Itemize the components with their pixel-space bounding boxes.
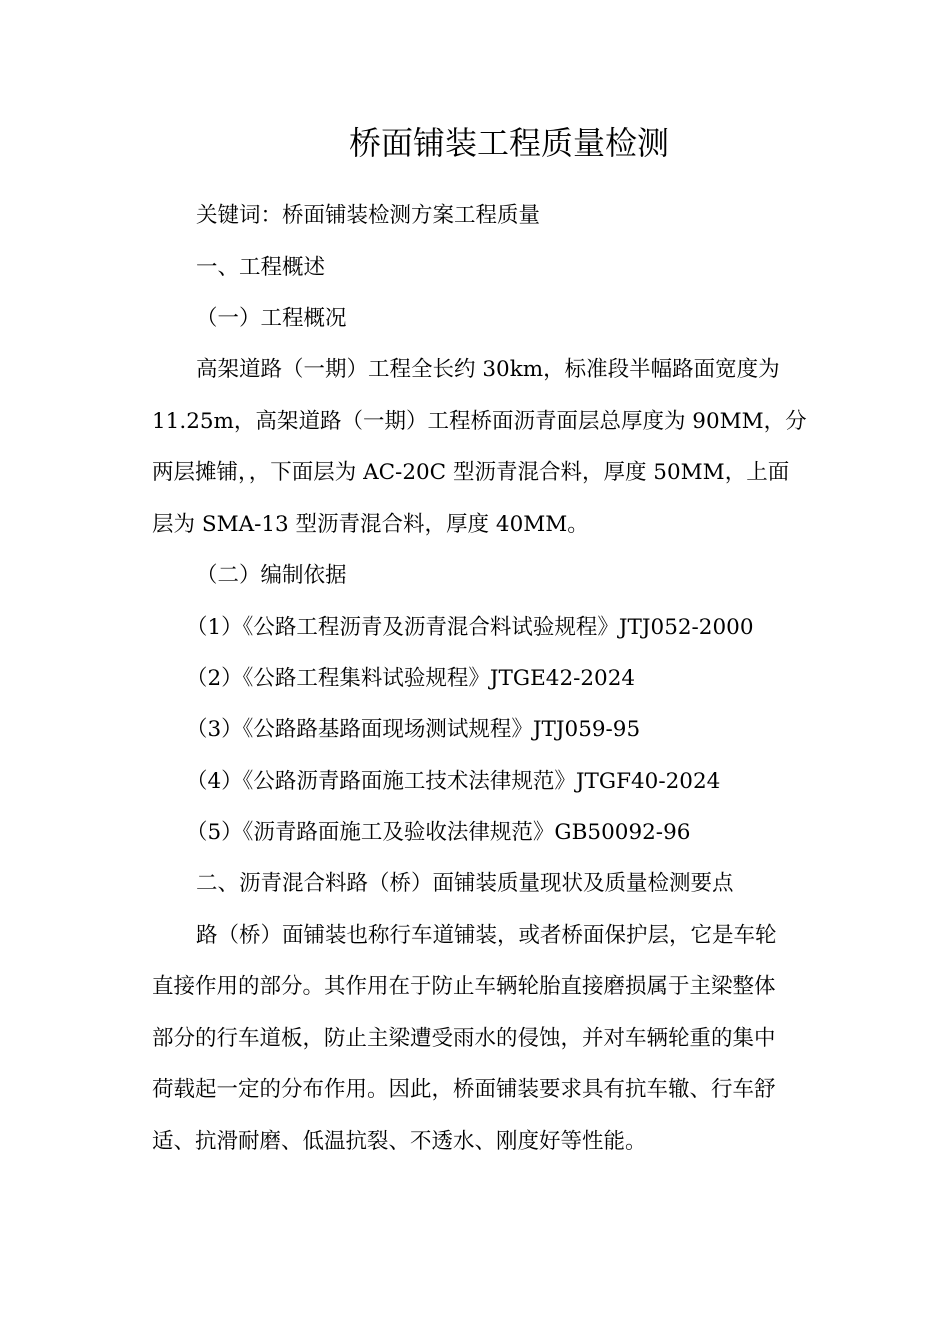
subsection2-heading: （二）编制依据 [196,563,347,588]
overview-paragraph-line: 11.25m，高架道路（一期）工程桥面沥青面层总厚度为 90MM，分 [152,409,807,434]
keywords-line: 关键词：桥面铺装检测方案工程质量 [196,203,541,228]
reference-item: （2）《公路工程集料试验规程》JTGE42-2024 [186,666,636,691]
section2-paragraph-line: 直接作用的部分。其作用在于防止车辆轮胎直接磨损属于主梁整体 [152,974,776,999]
section2-paragraph-line: 部分的行车道板，防止主梁遭受雨水的侵蚀，并对车辆轮重的集中 [152,1026,776,1051]
overview-paragraph-line: 高架道路（一期）工程全长约 30km，标准段半幅路面宽度为 [196,357,780,382]
section2-heading: 二、沥青混合料路（桥）面铺装质量现状及质量检测要点 [196,871,734,896]
section2-paragraph-line: 荷载起一定的分布作用。因此，桥面铺装要求具有抗车辙、行车舒 [152,1077,776,1102]
section2-paragraph-line: 路（桥）面铺装也称行车道铺装，或者桥面保护层，它是车轮 [196,923,777,948]
document-title: 桥面铺装工程质量检测 [348,124,669,162]
section2-paragraph-line: 适、抗滑耐磨、低温抗裂、不透水、刚度好等性能。 [152,1129,647,1154]
subsection1-heading: （一）工程概况 [196,306,347,331]
reference-item: （5）《沥青路面施工及验收法律规范》GB50092-96 [186,820,691,845]
reference-item: （4）《公路沥青路面施工技术法律规范》JTGF40-2024 [186,769,721,794]
reference-item: （3）《公路路基路面现场测试规程》JTJ059-95 [186,717,641,742]
overview-paragraph-line: 两层摊铺，，下面层为 AC-20C 型沥青混合料，厚度 50MM，上面 [152,460,790,485]
section1-heading: 一、工程概述 [196,255,326,280]
reference-item: （1）《公路工程沥青及沥青混合料试验规程》JTJ052-2000 [186,615,754,640]
overview-paragraph-line: 层为 SMA-13 型沥青混合料，厚度 40MM。 [152,512,589,537]
